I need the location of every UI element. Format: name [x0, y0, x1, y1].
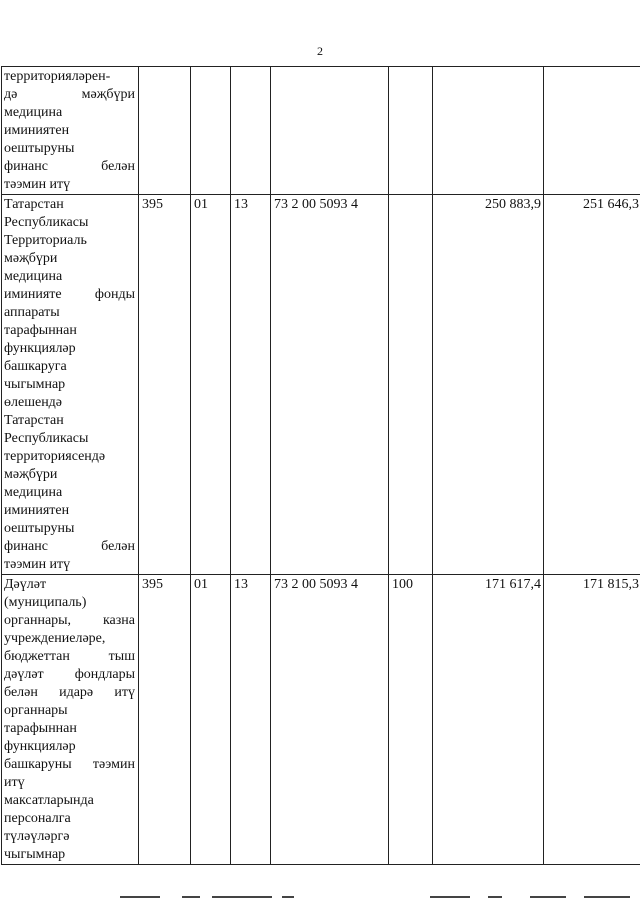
row-name-line: финанс белән [4, 539, 135, 554]
subsection-code-cell: 13 [231, 195, 271, 575]
row-name-line: органнары [4, 703, 68, 718]
amount-year-1-cell: 171 617,4 [433, 575, 544, 865]
row-name-line: иминиятен [4, 503, 70, 518]
row-name-line: мәҗбүри [4, 467, 58, 482]
amount-year-2-cell: 251 646,3 [544, 195, 640, 575]
article-code-cell: 73 2 00 5093 4 [271, 195, 389, 575]
row-name-line: түләүләргә [4, 829, 70, 844]
row-name-line: территориясендә [4, 449, 106, 464]
row-name-line: башкаруны тәэмин [4, 757, 135, 772]
table-row [2, 67, 640, 195]
expense-type-cell [389, 67, 433, 195]
row-name-line: бюджеттан тыш [4, 649, 135, 664]
row-name-line: аппараты [4, 305, 60, 320]
row-name-line: функцияләр [4, 341, 76, 356]
row-name-line: белән идарә итү [4, 685, 135, 700]
row-name-line: Татарстан [4, 197, 64, 212]
row-name-line: иминиятен [4, 123, 70, 138]
row-name-line: Территориаль [4, 233, 87, 248]
admin-code-cell: 395 [139, 195, 191, 575]
row-name-cell [2, 67, 139, 195]
amount-year-1-cell: 250 883,9 [433, 195, 544, 575]
row-name-cell [2, 575, 139, 865]
section-code-cell [191, 67, 231, 195]
section-code-cell: 01 [191, 195, 231, 575]
amount-year-1-cell [433, 67, 544, 195]
row-name-line: учреждениеләре, [4, 631, 106, 646]
row-name-line: персоналга [4, 811, 71, 826]
row-name-line: дә мәҗбүри [4, 87, 135, 102]
expense-type-cell: 100 [389, 575, 433, 865]
row-name-line: территорияләрен- [4, 69, 111, 84]
row-name-line: оештыруны [4, 521, 75, 536]
row-name-line: Татарстан [4, 413, 64, 428]
row-name-line: оештыруны [4, 141, 75, 156]
admin-code-cell [139, 67, 191, 195]
row-name-line: өлешендә [4, 395, 63, 410]
row-name-line: финанс белән [4, 159, 135, 174]
page-number: 2 [317, 44, 323, 58]
subsection-code-cell: 13 [231, 575, 271, 865]
row-name-line: тарафыннан [4, 721, 77, 736]
table-row [2, 575, 640, 865]
row-name-line: Дәүләт [4, 577, 47, 592]
article-code-cell: 73 2 00 5093 4 [271, 575, 389, 865]
row-name-line: чыгымнар [4, 847, 66, 862]
row-name-line: тәэмин итү [4, 557, 71, 572]
row-name-line: тарафыннан [4, 323, 77, 338]
table-row [2, 195, 640, 575]
row-name-line: мәҗбүри [4, 251, 58, 266]
section-code-cell: 01 [191, 575, 231, 865]
row-name-line: итү [4, 775, 25, 790]
row-name-line: функцияләр [4, 739, 76, 754]
row-name-line: Республикасы [4, 215, 89, 230]
row-name-line: чыгымнар [4, 377, 66, 392]
row-name-line: дәүләт фондлары [4, 667, 135, 682]
row-name-line: органнары, казна [4, 613, 135, 628]
row-name-line: медицина [4, 269, 63, 284]
row-name-line: медицина [4, 485, 63, 500]
admin-code-cell: 395 [139, 575, 191, 865]
budget-table [1, 66, 640, 865]
row-name-line: (муниципаль) [4, 595, 87, 610]
scan-artifacts [0, 893, 640, 901]
amount-year-2-cell [544, 67, 640, 195]
row-name-line: башкаруга [4, 359, 67, 374]
expense-type-cell [389, 195, 433, 575]
subsection-code-cell [231, 67, 271, 195]
row-name-line: максатларында [4, 793, 94, 808]
row-name-cell [2, 195, 139, 575]
row-name-line: тәэмин итү [4, 177, 71, 192]
article-code-cell [271, 67, 389, 195]
row-name-line: медицина [4, 105, 63, 120]
amount-year-2-cell: 171 815,3 [544, 575, 640, 865]
row-name-line: иминияте фонды [4, 287, 135, 302]
row-name-line: Республикасы [4, 431, 89, 446]
